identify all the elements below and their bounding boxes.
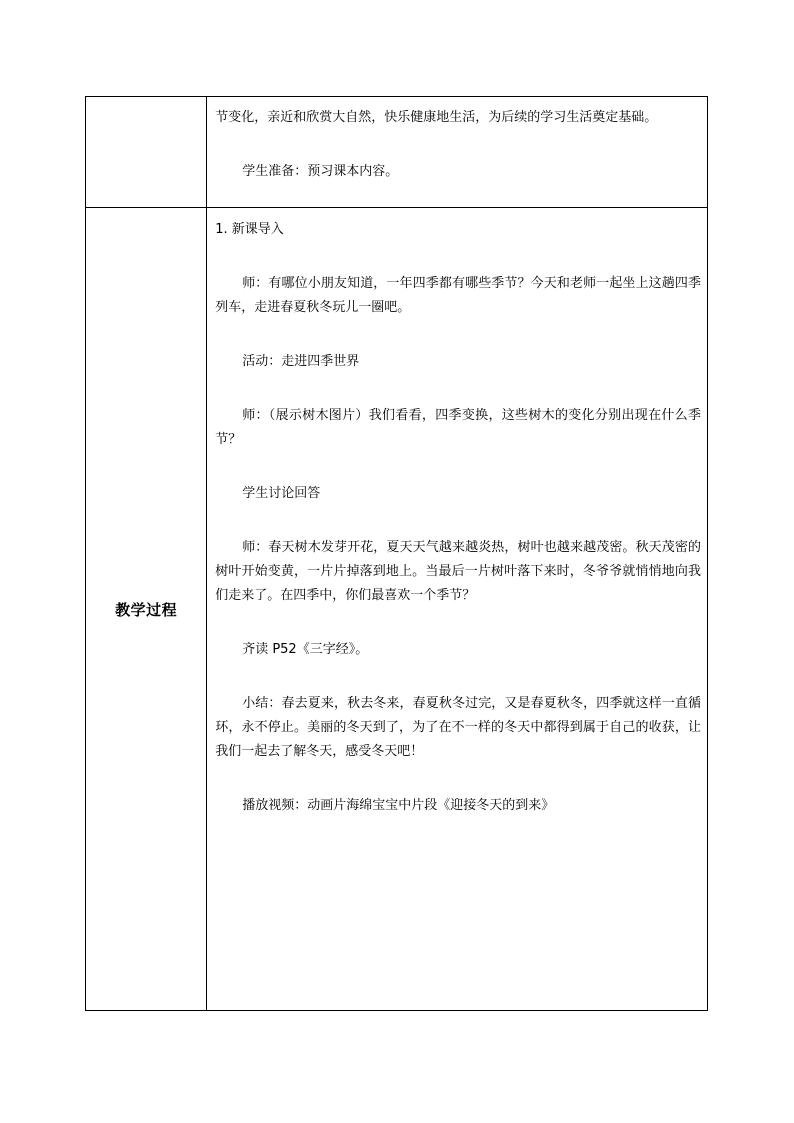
lesson-plan-table bbox=[85, 96, 708, 1011]
teacher-intro-paragraph: 师：有哪位小朋友知道，一年四季都有哪些季节？今天和老师一起坐上这趟四季列车，走进春夏秋冬玩儿一圈吧。 bbox=[215, 276, 701, 315]
teacher-tree-paragraph: 师：（展示树木图片）我们看看，四季变换，这些树木的变化分别出现在什么季节？ bbox=[215, 408, 701, 447]
objectives-continuation: 节变化，亲近和欣赏大自然，快乐健康地生活，为后续的学习生活奠定基础。 bbox=[215, 110, 658, 125]
teacher-seasons-paragraph: 师：春天树木发芽开花，夏天天气越来越炎热，树叶也越来越茂密。秋天茂密的树叶开始变黄，一片片掉落到地上。当最后一片树叶落下来时，冬爷爷就悄悄地向我们走来了。在四季中，你们最喜欢一个季节？ bbox=[215, 540, 701, 603]
section-label: 教学过程 bbox=[115, 600, 178, 619]
video-paragraph: 播放视频：动画片海绵宝宝中片段《迎接冬天的到来》 bbox=[242, 798, 555, 813]
table-row bbox=[86, 208, 708, 1011]
content-cell-objectives bbox=[207, 97, 708, 208]
content-cell-teaching-process bbox=[207, 208, 708, 1011]
summary-paragraph: 小结：春去夏来，秋去冬来，春夏秋冬过完，又是春夏秋冬，四季就这样一直循环，永不停止。美丽的冬天到了，为了在不一样的冬天中都得到属于自己的收获，让我们一起去了解冬天，感受冬天吧！ bbox=[215, 696, 701, 759]
activity-paragraph: 活动：走进四季世界 bbox=[242, 354, 360, 369]
student-preparation: 学生准备：预习课本内容。 bbox=[242, 164, 399, 179]
label-cell-empty bbox=[86, 97, 207, 208]
table-row bbox=[86, 97, 708, 208]
student-discussion-paragraph: 学生讨论回答 bbox=[242, 486, 321, 501]
reading-paragraph: 齐读 P52《三字经》。 bbox=[242, 642, 369, 657]
subsection-heading: 1. 新课导入 bbox=[215, 222, 284, 237]
label-cell-teaching-process bbox=[86, 208, 207, 1011]
